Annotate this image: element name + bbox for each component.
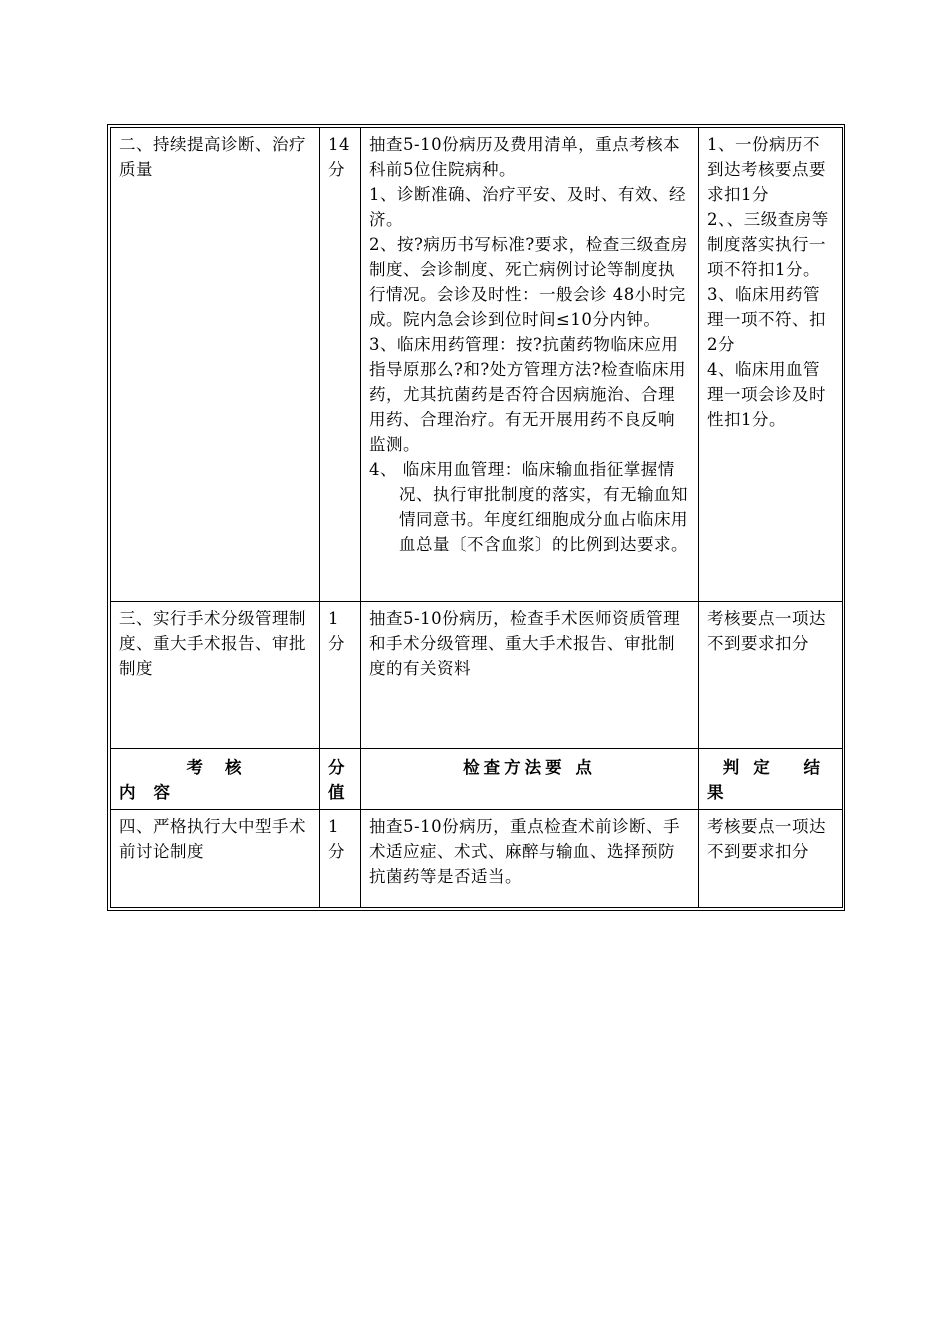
score-cell: 1分: [320, 602, 361, 749]
score-cell: 14分: [320, 128, 361, 602]
result-point: 3、临床用药管理一项不符、扣2分: [707, 285, 826, 354]
method-intro: 抽查5-10份病历及费用清单，重点考核本科前5位住院病种。: [369, 135, 681, 179]
method-point: 1、诊断准确、治疗平安、及时、有效、经济。: [369, 185, 686, 229]
item-cell: 二、持续提高诊断、治疗质量: [111, 128, 320, 602]
method-point: 3、临床用药管理：按?抗菌药物临床应用指导原那么?和?处方管理方法?检查临床用药，尤其抗菌药是否符合因病施治、合理用药、合理治疗。有无开展用药不良反响监测。: [369, 335, 687, 454]
result-cell: 考核要点一项达不到要求扣分: [699, 810, 843, 908]
item-cell: 四、严格执行大中型手术前讨论制度: [111, 810, 320, 908]
method-cell: 抽查5-10份病历，检查手术医师资质管理和手术分级管理、重大手术报告、审批制度的有关资料: [361, 602, 699, 749]
assessment-table: [110, 127, 843, 908]
method-point: 2、按?病历书写标准?要求，检查三级查房制度、会诊制度、死亡病例讨论等制度执行情况。会诊及时性：一般会诊 48小时完成。院内急会诊到位时间≤10分内钟。: [369, 235, 688, 329]
table-row: [111, 602, 843, 749]
result-point: 1、一份病历不到达考核要点要求扣1分: [707, 135, 826, 204]
result-point: 4、临床用血管理一项会诊及时性扣1分。: [707, 360, 826, 429]
header-item: 考核 内容: [111, 749, 320, 810]
header-result: 判定 结 果: [699, 749, 843, 810]
item-cell: 三、实行手术分级管理制度、重大手术报告、审批制度: [111, 602, 320, 749]
table-row: [111, 810, 843, 908]
header-row: [111, 749, 843, 810]
result-cell: 考核要点一项达不到要求扣分: [699, 602, 843, 749]
method-cell: 抽查5-10份病历，重点检查术前诊断、手术适应症、术式、麻醉与输血、选择预防抗菌药等是否适当。: [361, 810, 699, 908]
assessment-table-frame: [107, 124, 845, 911]
score-cell: 1分: [320, 810, 361, 908]
header-score: 分值: [320, 749, 361, 810]
table-row: [111, 128, 843, 602]
method-cell: [361, 128, 699, 602]
result-point: 2、、三级查房等制度落实执行一项不符扣1分。: [707, 210, 829, 279]
header-method: 检查方法要 点: [361, 749, 699, 810]
method-point: 4、 临床用血管理：临床输血指征掌握情况、执行审批制度的落实，有无输血知情同意书。年度红细胞成分血占临床用血总量〔不含血浆〕的比例到达要求。: [369, 460, 688, 554]
result-cell: [699, 128, 843, 602]
